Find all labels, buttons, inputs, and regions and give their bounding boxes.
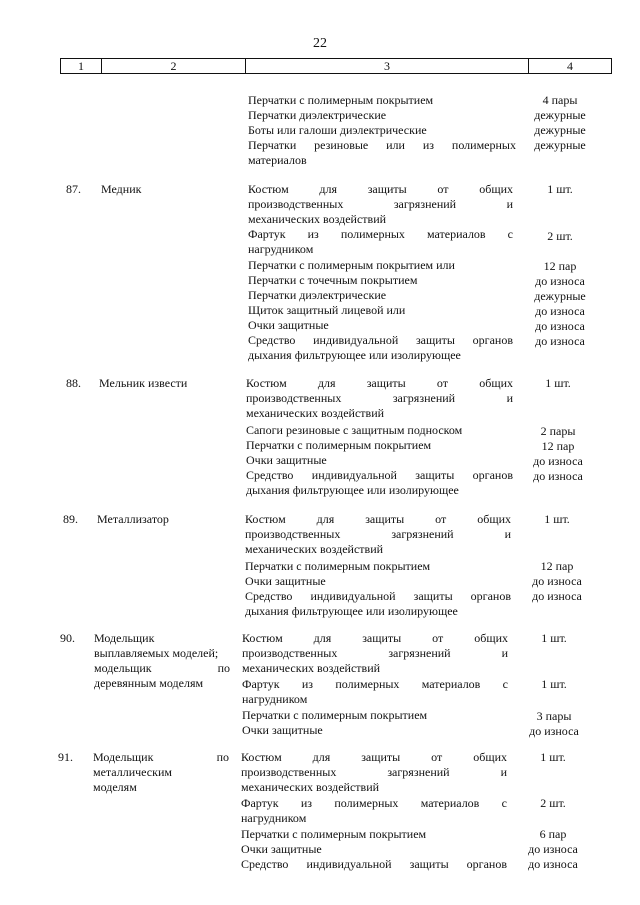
quantity: до износа: [535, 304, 585, 318]
quantity: до износа: [535, 334, 585, 348]
item-text: Перчатки с полимерным покрытием: [245, 559, 431, 573]
item-text: Щиток защитный лицевой или: [248, 303, 406, 317]
quantity: 1 шт.: [544, 512, 570, 526]
item-text: нагрудником: [242, 692, 308, 706]
item-text: механических воздействий: [248, 212, 387, 226]
row-number: 89.: [63, 512, 78, 526]
quantity: 3 пары: [536, 709, 572, 723]
item-text: Очки защитные: [245, 574, 326, 588]
item-text: Перчатки с полимерным покрытием: [242, 708, 428, 722]
item-text: материалов: [248, 153, 307, 167]
quantity: 4 пары: [542, 93, 578, 107]
item-text: Средство индивидуальной защиты органов: [246, 468, 513, 482]
quantity: 2 шт.: [547, 229, 573, 243]
quantity: 1 шт.: [541, 631, 567, 645]
profession-name: Медник: [101, 182, 142, 196]
quantity: дежурные: [534, 108, 586, 122]
item-text: производственных загрязнений и: [246, 391, 513, 405]
item-text: Перчатки с полимерным покрытием или: [248, 258, 455, 272]
quantity: 2 шт.: [540, 796, 566, 810]
quantity: 1 шт.: [540, 750, 566, 764]
item-text: Костюм для защиты от общих: [248, 182, 513, 196]
item-text: Перчатки с полимерным покрытием: [241, 827, 427, 841]
quantity: до износа: [535, 319, 585, 333]
column-header-1: 1: [61, 59, 102, 73]
quantity: до износа: [535, 274, 585, 288]
item-text: механических воздействий: [241, 780, 380, 794]
profession-name: выплавляемых моделей;: [94, 646, 219, 660]
item-text: Перчатки с полимерным покрытием: [248, 93, 434, 107]
item-text: механических воздействий: [242, 661, 381, 675]
quantity: 2 пары: [540, 424, 576, 438]
item-text: Фартук из полимерных материалов с: [241, 796, 507, 810]
profession-name: Металлизатор: [97, 512, 169, 526]
item-text: Перчатки с полимерным покрытием: [246, 438, 432, 452]
quantity: дежурные: [534, 123, 586, 137]
item-text: Костюм для защиты от общих: [241, 750, 507, 764]
item-text: производственных загрязнений и: [242, 646, 508, 660]
quantity: 6 пар: [539, 827, 567, 841]
profession-name: моделям: [93, 780, 137, 794]
profession-name: Модельщик по: [93, 750, 229, 764]
item-text: дыхания фильтрующее или изолирующее: [248, 348, 461, 362]
row-number: 87.: [66, 182, 81, 196]
item-text: Средство индивидуальной защиты органов: [245, 589, 511, 603]
quantity: до износа: [533, 454, 583, 468]
quantity: 12 пар: [543, 259, 577, 273]
item-text: Сапоги резиновые с защитным подноском: [246, 423, 463, 437]
item-text: Перчатки с точечным покрытием: [248, 273, 418, 287]
quantity: до износа: [528, 842, 578, 856]
page-number: 22: [313, 36, 327, 51]
profession-name: деревянным моделям: [94, 676, 204, 690]
item-text: Фартук из полимерных материалов с: [248, 227, 513, 241]
quantity: 1 шт.: [545, 376, 571, 390]
profession-name: модельщик по: [94, 661, 230, 675]
item-text: Костюм для защиты от общих: [245, 512, 511, 526]
item-text: Костюм для защиты от общих: [246, 376, 513, 390]
row-number: 91.: [58, 750, 73, 764]
quantity: дежурные: [534, 289, 586, 303]
item-text: механических воздействий: [246, 406, 385, 420]
quantity: 12 пар: [541, 439, 575, 453]
quantity: до износа: [532, 574, 582, 588]
item-text: Средство индивидуальной защиты органов: [248, 333, 513, 347]
column-header-3: 3: [246, 59, 529, 73]
item-text: Средство индивидуальной защиты органов: [241, 857, 507, 871]
quantity: 12 пар: [540, 559, 574, 573]
quantity: дежурные: [534, 138, 586, 152]
quantity: 1 шт.: [547, 182, 573, 196]
item-text: производственных загрязнений и: [245, 527, 511, 541]
item-text: нагрудником: [241, 811, 307, 825]
column-header-4: 4: [567, 59, 573, 73]
item-text: производственных загрязнений и: [248, 197, 513, 211]
item-text: Очки защитные: [246, 453, 327, 467]
quantity: до износа: [528, 857, 578, 871]
table-header: [60, 58, 612, 74]
item-text: механических воздействий: [245, 542, 384, 556]
quantity: до износа: [529, 724, 579, 738]
row-number: 88.: [66, 376, 81, 390]
item-text: Перчатки диэлектрические: [248, 108, 387, 122]
item-text: Фартук из полимерных материалов с: [242, 677, 508, 691]
item-text: Очки защитные: [242, 723, 323, 737]
quantity: до износа: [533, 469, 583, 483]
item-text: Перчатки резиновые или из полимерных: [248, 138, 516, 152]
item-text: Костюм для защиты от общих: [242, 631, 508, 645]
quantity: 1 шт.: [541, 677, 567, 691]
profession-name: металлическим: [93, 765, 172, 779]
profession-name: Модельщик: [94, 631, 155, 645]
item-text: производственных загрязнений и: [241, 765, 507, 779]
item-text: Очки защитные: [241, 842, 322, 856]
row-number: 90.: [60, 631, 75, 645]
item-text: Боты или галоши диэлектрические: [248, 123, 427, 137]
item-text: нагрудником: [248, 242, 314, 256]
item-text: дыхания фильтрующее или изолирующее: [246, 483, 459, 497]
item-text: Очки защитные: [248, 318, 329, 332]
item-text: дыхания фильтрующее или изолирующее: [245, 604, 458, 618]
quantity: до износа: [532, 589, 582, 603]
item-text: Перчатки диэлектрические: [248, 288, 387, 302]
column-header-2: 2: [102, 59, 246, 73]
profession-name: Мельник извести: [99, 376, 188, 390]
